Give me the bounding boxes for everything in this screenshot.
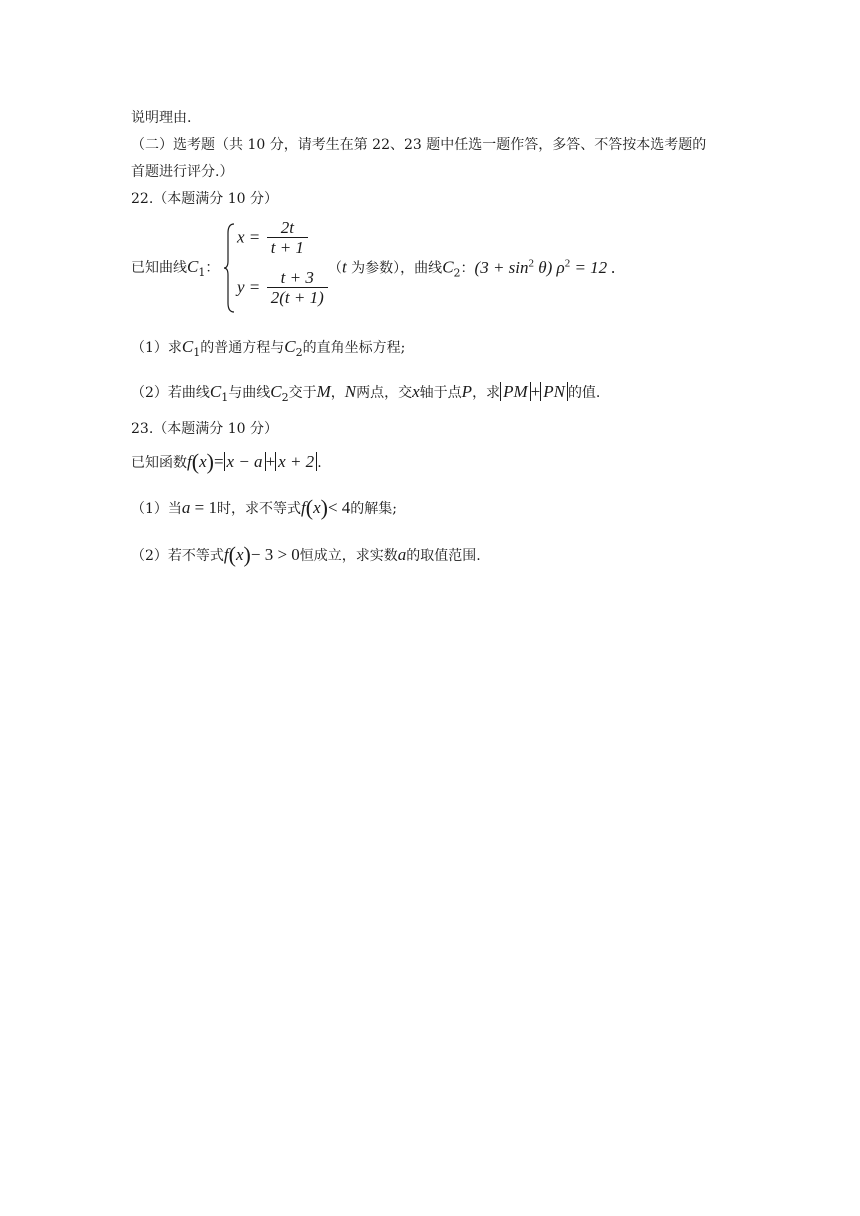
q22-intro: 已知曲线$C_1$： bbox=[131, 257, 220, 279]
text-line-elective-note-cont: 首题进行评分.） bbox=[131, 164, 234, 180]
left-brace bbox=[223, 223, 235, 313]
q23-part-1: （1）当a = 1时，求不等式f(x)< 4的解集; bbox=[131, 495, 398, 520]
text-line-elective-note: （二）选考题（共 10 分，请考生在第 22、23 题中任选一题作答，多答、不答按本选考题的 bbox=[131, 137, 707, 153]
q22-curve-c2: （t 为参数），曲线$C_2$：$(3 + \sin^2 \theta)$ $\rho^2 = 12$ . bbox=[328, 257, 616, 280]
x-fraction: $\frac{2t}{t + 1}$ bbox=[267, 219, 308, 258]
c2-polar-equation: $(3 + \sin^2 \theta)$ $\rho^2 = 12$ . bbox=[474, 257, 616, 277]
text-line-reason: 说明理由. bbox=[131, 110, 192, 126]
q22-part-1: （1）求$C_1$的普通方程与$C_2$的直角坐标方程; bbox=[131, 337, 406, 359]
q23-part-2: （2）若不等式f(x)− 3 > 0恒成立，求实数a的取值范围. bbox=[131, 542, 481, 567]
q22-part-2: （2）若曲线$C_1$与曲线$C_2$交于M，N两点，交x轴于点P，求 PM + PN 的值. bbox=[131, 382, 601, 404]
q23-statement: 已知函数f(x)= x − a + x + 2 . bbox=[131, 449, 322, 474]
question-22-header: 22.（本题满分 10 分） bbox=[131, 191, 278, 207]
y-fraction: $\frac{t + 3}{2(t + 1)}$ bbox=[267, 269, 328, 308]
x-equation: x = $\frac{2t}{t + 1}$ bbox=[237, 219, 310, 258]
y-equation: y = $\frac{t + 3}{2(t + 1)}$ bbox=[237, 269, 330, 308]
question-23-header: 23.（本题满分 10 分） bbox=[131, 421, 278, 437]
